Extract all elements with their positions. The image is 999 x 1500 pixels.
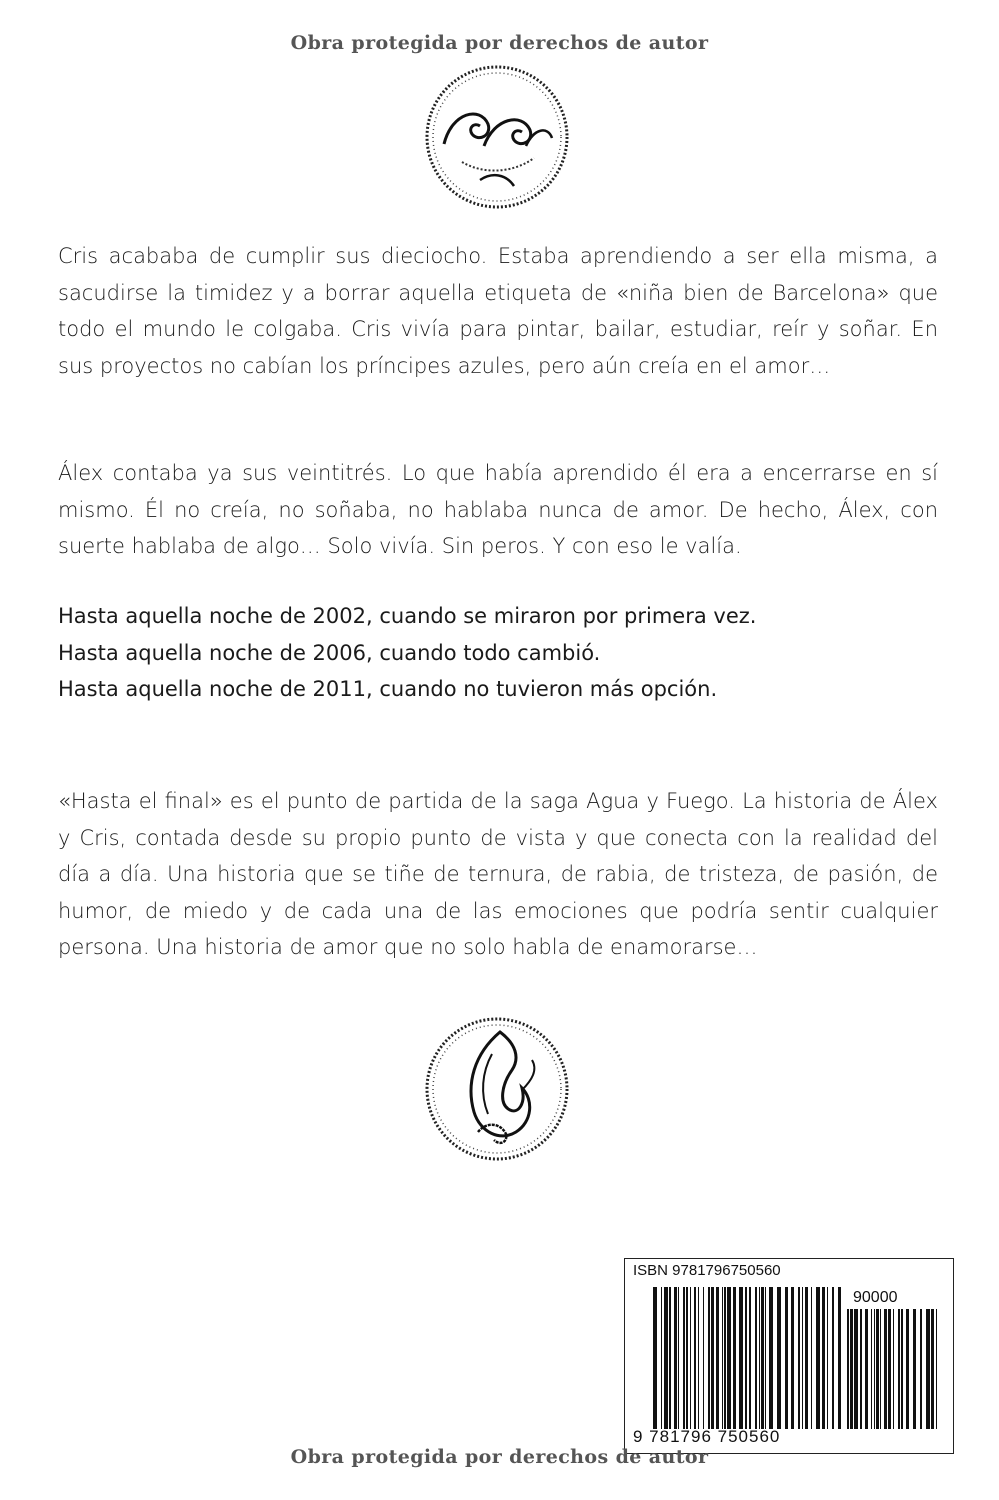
synopsis-year-line: Hasta aquella noche de 2006, cuando todo cambió. (58, 640, 601, 665)
synopsis-paragraph-alex: Álex contaba ya sus veintitrés. Lo que había aprendido él era a encerrarse en sí mismo. Él no creía, no soñaba, no hablaba nunca de amor. De hecho, Álex, con suerte hablaba de algo… Solo vivía. Sin peros. Y con eso le valía. (58, 461, 938, 558)
barcode-addon-bars (847, 1309, 939, 1429)
barcode-digits: 9 781796 750560 (633, 1427, 781, 1446)
copyright-notice-top: Obra protegida por derechos de autor (290, 32, 709, 54)
copyright-notice-bottom: Obra protegida por derechos de autor (290, 1446, 709, 1468)
synopsis-year-line: Hasta aquella noche de 2011, cuando no tuvieron más opción. (58, 677, 718, 701)
flame-emblem-icon (422, 1014, 572, 1164)
barcode-bars (653, 1287, 843, 1429)
isbn-label: ISBN 9781796750560 (633, 1262, 781, 1279)
synopsis-years-list (58, 598, 756, 708)
synopsis-paragraph-cris: Cris acababa de cumplir sus dieciocho. Estaba aprendiendo a ser ella misma, a sacudirse la timidez y a borrar aquella etiqueta de «niña bien de Barcelona» que todo el mundo le colgaba. Cris vivía para pintar, bailar, estudiar, reír y soñar. En sus proyectos no cabían los príncipes azules, pero aún creía en el amor… (58, 244, 938, 378)
isbn-barcode (624, 1258, 954, 1454)
synopsis-year-line: Hasta aquella noche de 2002, cuando se miraron por primera vez. (58, 604, 757, 628)
price-code: 90000 (853, 1289, 898, 1306)
synopsis-paragraph-saga: «Hasta el final» es el punto de partida de la saga Agua y Fuego. La historia de Álex y Cris, contada desde su propio punto de vista y que conecta con la realidad del día a día. Una historia que se tiñe de ternura, de rabia, de tristeza, de pasión, de humor, de miedo y de cada una de las emociones que podría sentir cualquier persona. Una historia de amor que no solo habla de enamorarse… (58, 789, 938, 959)
wave-emblem-icon (422, 62, 572, 212)
